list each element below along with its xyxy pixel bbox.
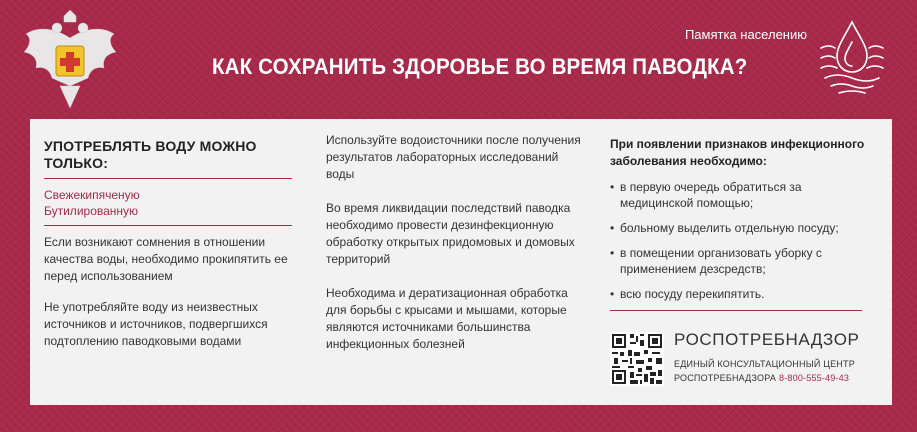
infection-column [610,119,865,311]
paragraph: Во время ликвидации последствий паводка необходимо провести дезинфекционную обработку открытых придомовых и домовых территорий [326,201,575,266]
list-item: • в первую очередь обратиться за медицинской помощью; [610,180,802,210]
divider [610,310,862,311]
qr-code[interactable] [610,332,664,386]
page-title: КАК СОХРАНИТЬ ЗДОРОВЬЕ ВО ВРЕМЯ ПАВОДКА? [212,54,748,79]
list-item: • всю посуду перекипятить. [610,287,765,301]
infection-heading: При появлении признаков инфекционного заболевания необходимо: [610,137,865,168]
allowed-water-item: Свежекипяченую [44,188,140,202]
divider [44,225,292,226]
list-item: • больному выделить отдельную посуду; [610,221,839,235]
subtitle: Памятка населению [684,27,807,42]
water-drop-icon [817,18,887,98]
hotline-phone[interactable]: 8-800-555-49-43 [779,373,850,383]
recommendations-column [326,119,581,353]
divider [44,178,292,179]
list-item: • в помещении организовать уборку с применением дезсредств; [610,246,822,276]
paragraph: Не употребляйте воду из неизвестных источников и источников, подвергшихся подтоплению паводковыми водами [44,300,268,348]
paragraph: Если возникают сомнения в отношении качества воды, необходимо прокипятить ее перед использованием [44,235,288,283]
allowed-water-item: Бутилированную [44,204,139,218]
coat-of-arms-emblem [20,8,120,118]
brand-subline: ЕДИНЫЙ КОНСУЛЬТАЦИОННЫЙ ЦЕНТР [674,359,855,369]
drinking-water-column [44,119,296,350]
info-card [30,119,892,405]
brand-block [610,328,870,388]
brand-name: РОСПОТРЕБНАДЗОР [674,330,860,349]
drinking-water-heading: УПОТРЕБЛЯТЬ ВОДУ МОЖНО ТОЛЬКО: [44,138,257,171]
brand-subline: РОСПОТРЕБНАДЗОРА 8-800-555-49-43 [674,373,850,383]
paragraph: Используйте водоисточники после получения результатов лабораторных исследований воды [326,133,581,181]
paragraph: Необходима и дератизационная обработка для борьбы с крысами и мышами, которые являются источниками большинства инфекционных болезней [326,286,568,351]
